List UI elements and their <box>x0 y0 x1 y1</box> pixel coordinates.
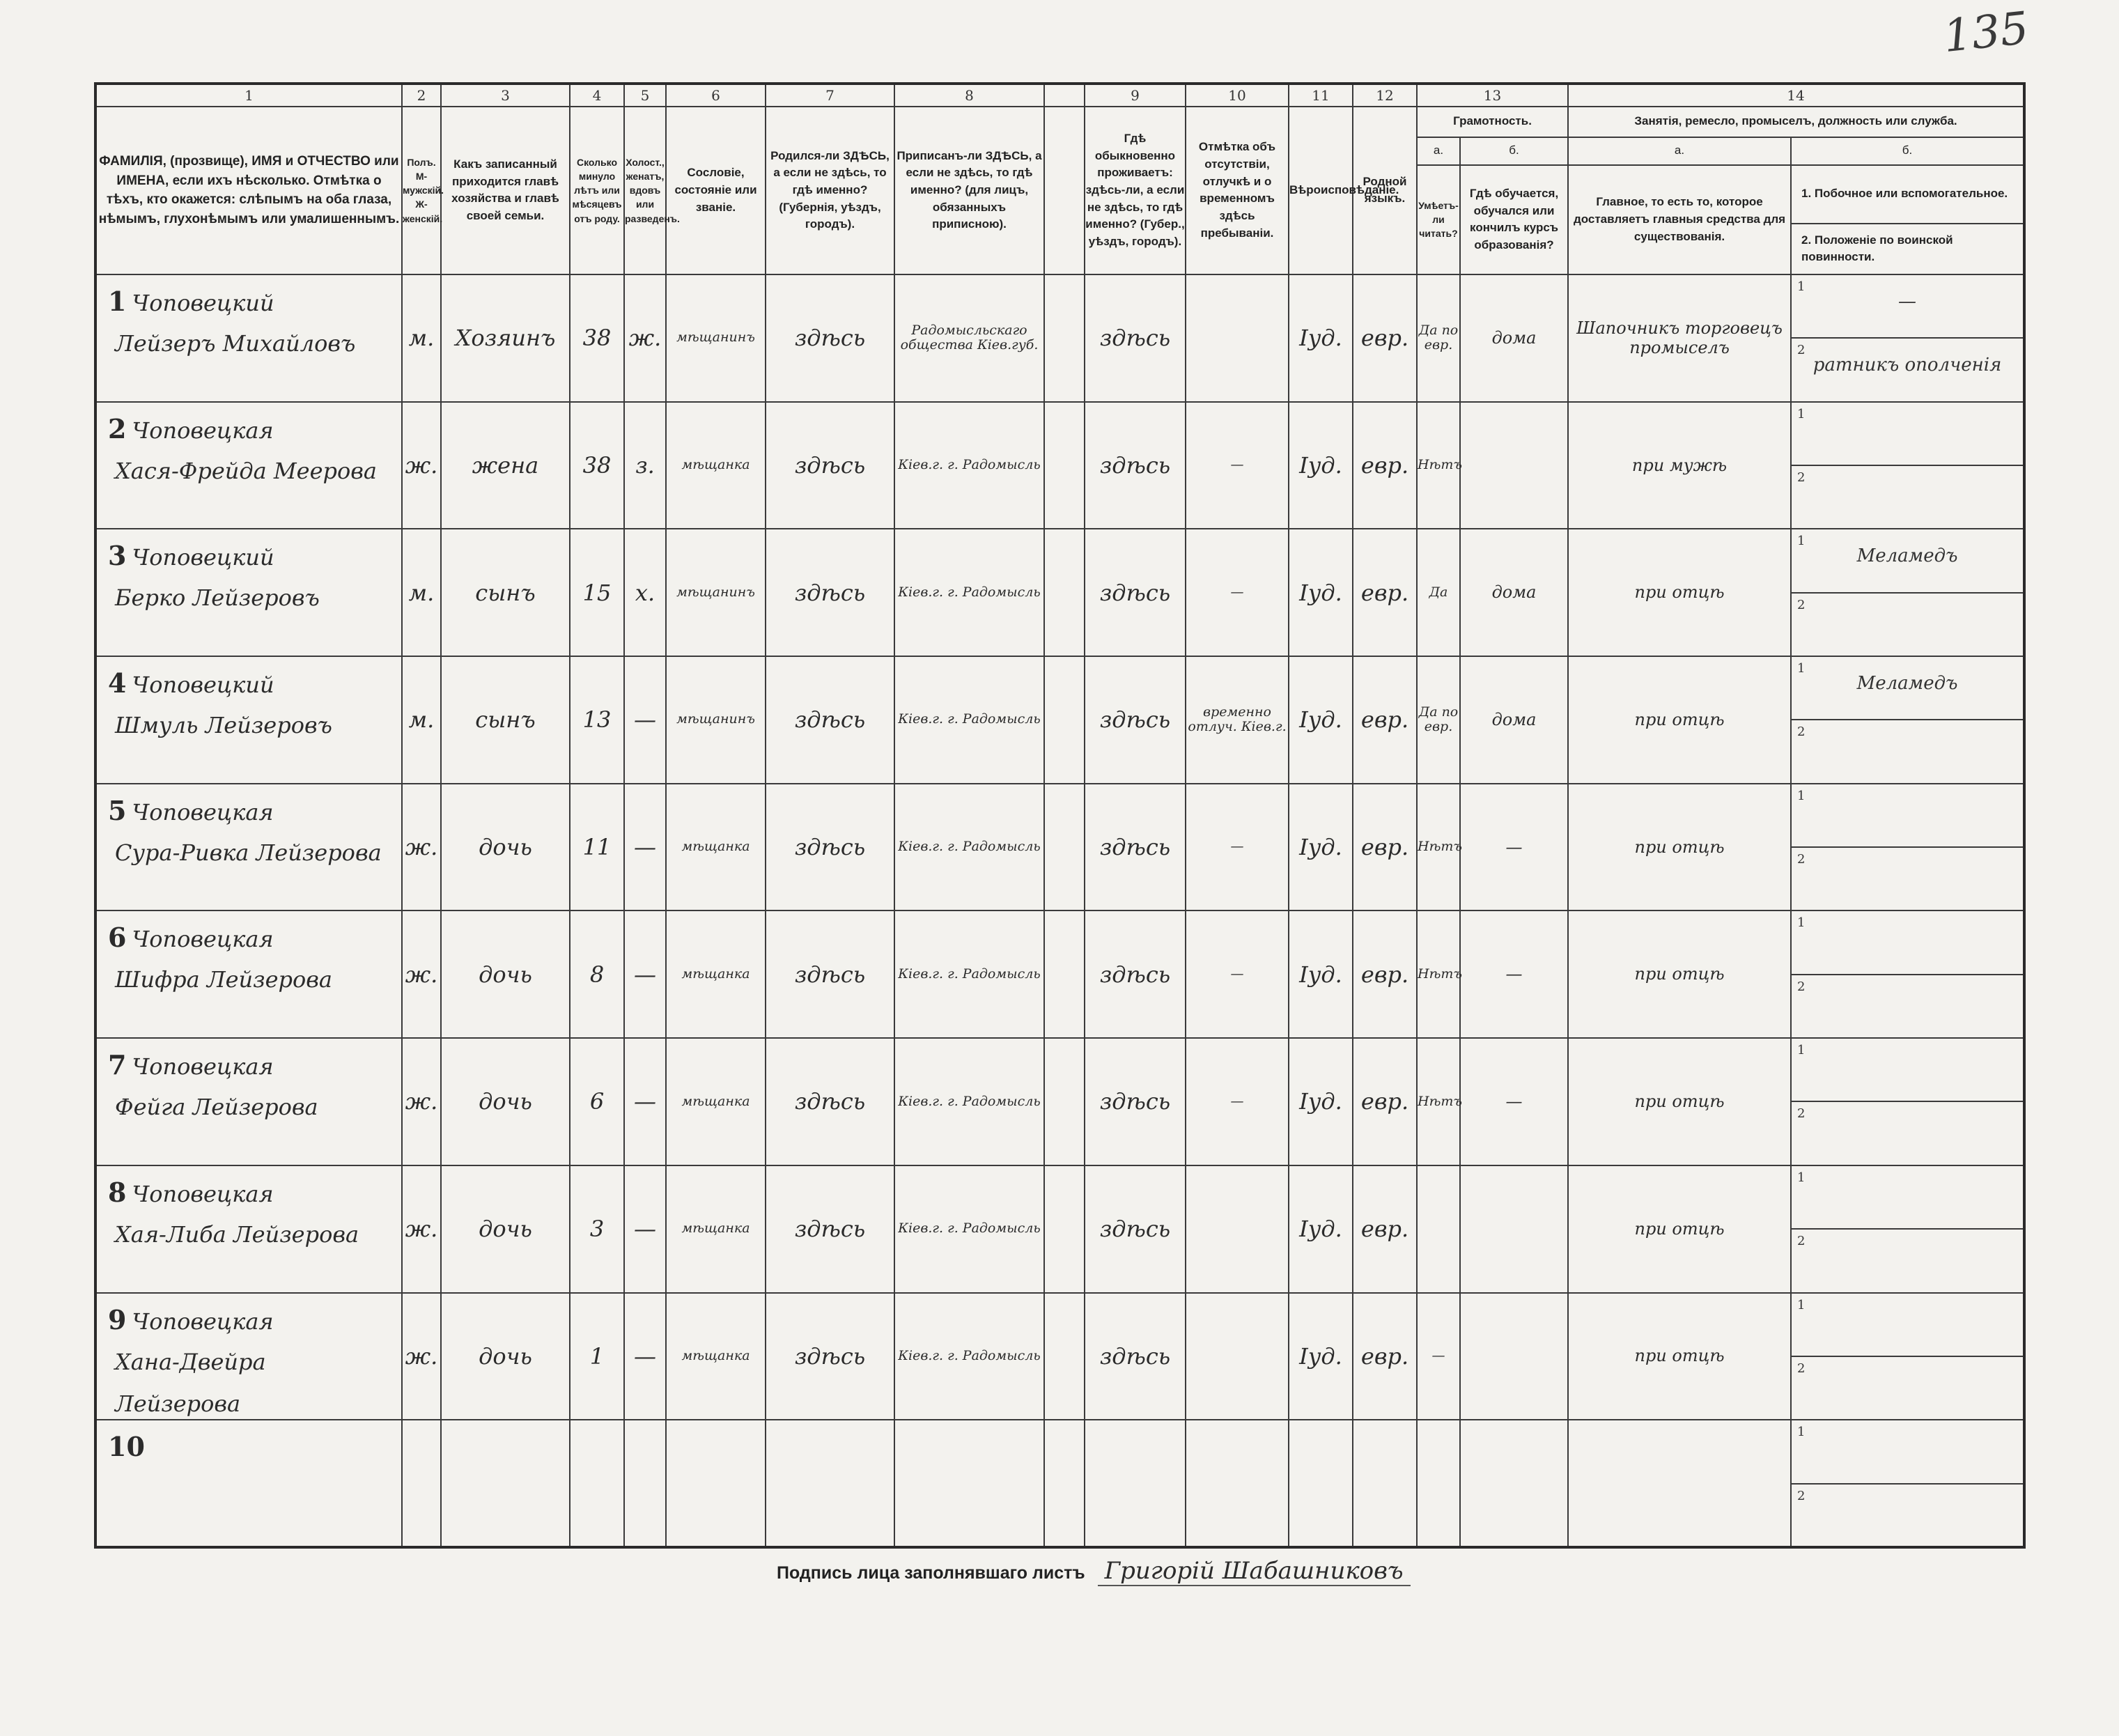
school-cell <box>1460 1293 1568 1420</box>
absence-cell <box>1186 1420 1289 1547</box>
blank-cell <box>1044 529 1085 656</box>
colnum: 11 <box>1289 84 1353 107</box>
occupation-main-cell: при отцѣ <box>1568 784 1791 911</box>
name-cell <box>95 656 402 784</box>
school-cell: — <box>1460 910 1568 1038</box>
census-row <box>95 784 2024 847</box>
given-names: Шмуль Лейзеровъ <box>115 712 332 739</box>
religion-cell: Іуд. <box>1289 402 1353 529</box>
can-read-cell <box>1417 1165 1460 1293</box>
header-absence: Отмѣтка объ отсутствіи, отлучкѣ и о временномъ здѣсь пребываніи. <box>1186 107 1289 274</box>
occupation-main-cell <box>1568 1420 1791 1547</box>
age-cell: 6 <box>570 1038 624 1165</box>
estate-cell: мѣщанка <box>666 910 766 1038</box>
residence-cell: здѣсь <box>1085 1165 1186 1293</box>
age-cell <box>570 1420 624 1547</box>
marital-cell: ж. <box>624 274 666 402</box>
name-cell <box>95 1165 402 1293</box>
header-name: ФАМИЛІЯ, (прозвище), ИМЯ и ОТЧЕСТВО или ИМЕНА, если ихъ нѣсколько. Отмѣтка о тѣхъ, кто окажется: слѣпымъ на оба глаза, нѣмымъ, глухонѣмымъ или умалишеннымъ. <box>95 107 402 274</box>
estate-cell: мѣщанка <box>666 784 766 911</box>
header-language: Родной языкъ. <box>1353 107 1417 274</box>
can-read-cell: Да <box>1417 529 1460 656</box>
colnum: 10 <box>1186 84 1289 107</box>
name-cell <box>95 274 402 402</box>
row-number: 8 <box>108 1176 127 1208</box>
colnum: 8 <box>894 84 1044 107</box>
header-school: Гдѣ обучается, обучался или кончилъ курсъ образованія? <box>1460 165 1568 274</box>
school-cell: — <box>1460 784 1568 911</box>
age-cell: 38 <box>570 274 624 402</box>
religion-cell: Іуд. <box>1289 529 1353 656</box>
name-cell <box>95 784 402 911</box>
relation-cell: жена <box>441 402 570 529</box>
given-names: Хая-Либа Лейзерова <box>115 1220 359 1248</box>
given-names: Хася-Фрейда Меерова <box>115 457 377 484</box>
given-names: Хана-Двейра Лейзерова <box>115 1348 266 1417</box>
census-row <box>95 402 2024 465</box>
residence-cell: здѣсь <box>1085 1293 1186 1420</box>
census-row <box>95 1420 2024 1483</box>
residence-cell: здѣсь <box>1085 529 1186 656</box>
religion-cell: Іуд. <box>1289 274 1353 402</box>
estate-cell: мѣщанинъ <box>666 529 766 656</box>
residence-cell: здѣсь <box>1085 274 1186 402</box>
estate-cell: мѣщанинъ <box>666 274 766 402</box>
colnum: 14 <box>1568 84 2024 107</box>
census-form-table <box>94 82 2026 1549</box>
row-number: 4 <box>108 667 127 699</box>
can-read-cell: Да по евр. <box>1417 656 1460 784</box>
military-cell: 2 <box>1791 847 2024 910</box>
surname: Чоповецкая <box>132 417 274 444</box>
age-cell: 1 <box>570 1293 624 1420</box>
religion-cell: Іуд. <box>1289 1165 1353 1293</box>
surname: Чоповецкий <box>132 290 274 316</box>
relation-cell: дочь <box>441 1293 570 1420</box>
census-row <box>95 274 2024 338</box>
name-cell <box>95 1420 402 1547</box>
military-cell: 2 <box>1791 593 2024 656</box>
occupation-side-cell: 1 <box>1791 1038 2024 1101</box>
colnum: 5 <box>624 84 666 107</box>
row-number: 5 <box>108 794 127 826</box>
surname: Чоповецкая <box>132 1180 274 1207</box>
birthplace-cell: здѣсь <box>766 529 894 656</box>
header-literacy: Грамотность. <box>1417 107 1568 137</box>
signature-value: Григорiй Шабашниковъ <box>1098 1557 1411 1586</box>
language-cell: евр. <box>1353 656 1417 784</box>
estate-cell: мѣщанка <box>666 1165 766 1293</box>
birthplace-cell: здѣсь <box>766 656 894 784</box>
colnum: 6 <box>666 84 766 107</box>
can-read-cell: Нѣтъ <box>1417 402 1460 529</box>
occupation-side-cell: 1 — <box>1791 274 2024 338</box>
can-read-cell: Нѣтъ <box>1417 910 1460 1038</box>
military-cell: 2 <box>1791 1484 2024 1547</box>
age-cell: 13 <box>570 656 624 784</box>
given-names: Берко Лейзеровъ <box>115 584 320 612</box>
signature-row <box>777 1557 1411 1586</box>
language-cell: евр. <box>1353 274 1417 402</box>
marital-cell <box>624 1420 666 1547</box>
occupation-side-value: Меламедъ <box>1856 545 1958 567</box>
sex-cell: ж. <box>402 402 441 529</box>
relation-cell: дочь <box>441 1038 570 1165</box>
header-blank <box>1044 107 1085 274</box>
header-can-read: Умѣетъ-ли читать? <box>1417 165 1460 274</box>
estate-cell <box>666 1420 766 1547</box>
relation-cell <box>441 1420 570 1547</box>
religion-cell: Іуд. <box>1289 784 1353 911</box>
colnum: 2 <box>402 84 441 107</box>
language-cell <box>1353 1420 1417 1547</box>
sex-cell: ж. <box>402 910 441 1038</box>
census-row <box>95 1038 2024 1101</box>
surname: Чоповецкая <box>132 926 274 953</box>
given-names <box>108 1468 396 1510</box>
language-cell: евр. <box>1353 1165 1417 1293</box>
given-names: Сура-Ривка Лейзерова <box>115 839 382 866</box>
marital-cell: х. <box>624 529 666 656</box>
colnum-blank <box>1044 84 1085 107</box>
military-cell: 2 <box>1791 975 2024 1038</box>
colnum: 3 <box>441 84 570 107</box>
residence-cell: здѣсь <box>1085 784 1186 911</box>
given-names: Шифра Лейзерова <box>115 966 332 993</box>
birthplace-cell <box>766 1420 894 1547</box>
school-cell <box>1460 1420 1568 1547</box>
absence-cell <box>1186 1165 1289 1293</box>
occupation-main-cell: при мужѣ <box>1568 402 1791 529</box>
header-row-top <box>95 107 2024 137</box>
can-read-cell: Да по евр. <box>1417 274 1460 402</box>
census-row <box>95 656 2024 720</box>
row-number: 7 <box>108 1049 127 1081</box>
row-number: 10 <box>108 1431 145 1463</box>
blank-cell <box>1044 910 1085 1038</box>
military-cell: 2 <box>1791 1229 2024 1292</box>
absence-cell: — <box>1186 910 1289 1038</box>
occupation-main-cell: при отцѣ <box>1568 910 1791 1038</box>
language-cell: евр. <box>1353 784 1417 911</box>
header-literacy-a: а. <box>1417 137 1460 165</box>
marital-cell: — <box>624 1293 666 1420</box>
religion-cell: Іуд. <box>1289 1038 1353 1165</box>
header-sex: Полъ. М-мужскій. Ж-женскій. <box>402 107 441 274</box>
absence-cell: — <box>1186 529 1289 656</box>
birthplace-cell: здѣсь <box>766 1293 894 1420</box>
census-row <box>95 529 2024 592</box>
can-read-cell <box>1417 1420 1460 1547</box>
row-number: 6 <box>108 922 127 954</box>
can-read-cell: Нѣтъ <box>1417 784 1460 911</box>
surname: Чоповецкая <box>132 1053 274 1080</box>
school-cell: дома <box>1460 529 1568 656</box>
registered-cell: Кiев.г. г. Радомысль <box>894 402 1044 529</box>
header-literacy-b: б. <box>1460 137 1568 165</box>
occupation-side-cell: 1 <box>1791 1420 2024 1483</box>
school-cell: дома <box>1460 656 1568 784</box>
marital-cell: — <box>624 910 666 1038</box>
school-cell <box>1460 1165 1568 1293</box>
language-cell: евр. <box>1353 910 1417 1038</box>
colnum: 13 <box>1417 84 1568 107</box>
header-relation: Какъ записанный приходится главѣ хозяйства и главѣ своей семьи. <box>441 107 570 274</box>
relation-cell: сынъ <box>441 529 570 656</box>
registered-cell: Кiев.г. г. Радомысль <box>894 1293 1044 1420</box>
residence-cell: здѣсь <box>1085 656 1186 784</box>
age-cell: 8 <box>570 910 624 1038</box>
given-names: Лейзеръ Михайловъ <box>115 330 356 357</box>
relation-cell: дочь <box>441 1165 570 1293</box>
age-cell: 11 <box>570 784 624 911</box>
row-number: 1 <box>108 286 127 317</box>
occupation-side-cell: 1 <box>1791 784 2024 847</box>
sex-cell: м. <box>402 529 441 656</box>
school-cell: дома <box>1460 274 1568 402</box>
absence-cell <box>1186 1293 1289 1420</box>
registered-cell: Кiев.г. г. Радомысль <box>894 1038 1044 1165</box>
colnum: 12 <box>1353 84 1417 107</box>
occupation-side-cell: 1 <box>1791 1293 2024 1356</box>
marital-cell: з. <box>624 402 666 529</box>
blank-cell <box>1044 656 1085 784</box>
estate-cell: мѣщанка <box>666 1038 766 1165</box>
blank-cell <box>1044 1165 1085 1293</box>
occupation-side-cell: 1 Меламедъ <box>1791 656 2024 720</box>
given-names: Фейга Лейзерова <box>115 1094 318 1121</box>
military-cell: 2 <box>1791 1356 2024 1420</box>
colnum: 9 <box>1085 84 1186 107</box>
occupation-side-value: — <box>1898 291 1917 312</box>
header-occupation: Занятія, ремесло, промыселъ, должность или служба. <box>1568 107 2024 137</box>
occupation-side-cell: 1 <box>1791 402 2024 465</box>
residence-cell: здѣсь <box>1085 910 1186 1038</box>
absence-cell: временно отлуч. Кiев.г. <box>1186 656 1289 784</box>
registered-cell: Кiев.г. г. Радомысль <box>894 529 1044 656</box>
registered-cell <box>894 1420 1044 1547</box>
colnum: 7 <box>766 84 894 107</box>
header-age: Сколько минуло лѣтъ или мѣсяцевъ отъ роду. <box>570 107 624 274</box>
sex-cell: ж. <box>402 1165 441 1293</box>
header-occupation-a: а. <box>1568 137 1791 165</box>
header-occupation-b: б. <box>1791 137 2024 165</box>
birthplace-cell: здѣсь <box>766 1038 894 1165</box>
absence-cell: — <box>1186 402 1289 529</box>
language-cell: евр. <box>1353 529 1417 656</box>
can-read-cell: — <box>1417 1293 1460 1420</box>
language-cell: евр. <box>1353 1293 1417 1420</box>
language-cell: евр. <box>1353 402 1417 529</box>
census-row <box>95 910 2024 974</box>
birthplace-cell: здѣсь <box>766 910 894 1038</box>
registered-cell: Кiев.г. г. Радомысль <box>894 910 1044 1038</box>
marital-cell: — <box>624 784 666 911</box>
estate-cell: мѣщанка <box>666 402 766 529</box>
military-cell: 2 <box>1791 1101 2024 1165</box>
military-cell: 2 <box>1791 720 2024 783</box>
name-cell <box>95 402 402 529</box>
age-cell: 38 <box>570 402 624 529</box>
absence-cell <box>1186 274 1289 402</box>
military-value: ратникъ ополченiя <box>1813 355 2002 376</box>
religion-cell: Іуд. <box>1289 1293 1353 1420</box>
colnum: 1 <box>95 84 402 107</box>
school-cell <box>1460 402 1568 529</box>
registered-cell: Кiев.г. г. Радомысль <box>894 1165 1044 1293</box>
occupation-main-cell: при отцѣ <box>1568 1038 1791 1165</box>
marital-cell: — <box>624 1038 666 1165</box>
signature-label: Подпись лица заполнявшаго листъ <box>777 1563 1085 1583</box>
relation-cell: дочь <box>441 784 570 911</box>
occupation-main-cell: при отцѣ <box>1568 1293 1791 1420</box>
census-row <box>95 1293 2024 1356</box>
registered-cell: Кiев.г. г. Радомысль <box>894 784 1044 911</box>
surname: Чоповецкая <box>132 798 274 826</box>
column-number-row <box>95 84 2024 107</box>
absence-cell: — <box>1186 784 1289 911</box>
page-number-stamp: 135 <box>1941 2 2031 63</box>
blank-cell <box>1044 1420 1085 1547</box>
name-cell <box>95 1038 402 1165</box>
header-birthplace: Родился-ли ЗДѢСЬ, а если не здѣсь, то гдѣ именно? (Губернія, уѣздъ, городъ). <box>766 107 894 274</box>
occupation-side-cell: 1 <box>1791 910 2024 974</box>
occupation-side-value: Меламедъ <box>1856 673 1958 695</box>
blank-cell <box>1044 1038 1085 1165</box>
sex-cell <box>402 1420 441 1547</box>
relation-cell: Хозяинъ <box>441 274 570 402</box>
sex-cell: ж. <box>402 1038 441 1165</box>
occupation-side-cell: 1 <box>1791 1165 2024 1229</box>
row-number: 2 <box>108 412 127 444</box>
birthplace-cell: здѣсь <box>766 402 894 529</box>
surname: Чоповецкий <box>132 672 274 699</box>
name-cell <box>95 529 402 656</box>
age-cell: 3 <box>570 1165 624 1293</box>
residence-cell: здѣсь <box>1085 1038 1186 1165</box>
surname: Чоповецкий <box>132 544 274 571</box>
sex-cell: м. <box>402 274 441 402</box>
marital-cell: — <box>624 1165 666 1293</box>
registered-cell: Радомысльскаго общества Кiев.губ. <box>894 274 1044 402</box>
census-row <box>95 1165 2024 1229</box>
row-number: 9 <box>108 1303 127 1335</box>
header-occupation-main: Главное, то есть то, которое доставляетъ главныя средства для существованія. <box>1568 165 1791 274</box>
header-religion: Вѣроисповѣданіе. <box>1289 107 1353 274</box>
absence-cell: — <box>1186 1038 1289 1165</box>
estate-cell: мѣщанинъ <box>666 656 766 784</box>
marital-cell: — <box>624 656 666 784</box>
registered-cell: Кiев.г. г. Радомысль <box>894 656 1044 784</box>
header-estate: Сословіе, состояніе или званіе. <box>666 107 766 274</box>
header-residence: Гдѣ обыкновенно проживаетъ: здѣсь-ли, а если не здѣсь, то гдѣ именно? (Губер., уѣздъ, городъ). <box>1085 107 1186 274</box>
relation-cell: дочь <box>441 910 570 1038</box>
language-cell: евр. <box>1353 1038 1417 1165</box>
sex-cell: м. <box>402 656 441 784</box>
blank-cell <box>1044 1293 1085 1420</box>
occupation-side-cell: 1 Меламедъ <box>1791 529 2024 592</box>
name-cell <box>95 1293 402 1420</box>
religion-cell: Іуд. <box>1289 656 1353 784</box>
name-cell <box>95 910 402 1038</box>
military-cell: 2 <box>1791 465 2024 529</box>
blank-cell <box>1044 274 1085 402</box>
header-occupation-side: 1. Побочное или вспомогательное. <box>1791 165 2024 224</box>
surname: Чоповецкая <box>132 1308 274 1335</box>
occupation-main-cell: при отцѣ <box>1568 1165 1791 1293</box>
header-marital: Холост., женатъ, вдовъ или разведенъ. <box>624 107 666 274</box>
residence-cell <box>1085 1420 1186 1547</box>
birthplace-cell: здѣсь <box>766 1165 894 1293</box>
age-cell: 15 <box>570 529 624 656</box>
can-read-cell: Нѣтъ <box>1417 1038 1460 1165</box>
row-number: 3 <box>108 540 127 572</box>
sex-cell: ж. <box>402 784 441 911</box>
birthplace-cell: здѣсь <box>766 274 894 402</box>
header-registered: Приписанъ-ли ЗДѢСЬ, а если не здѣсь, то гдѣ именно? (для лицъ, обязанныхъ приписною). <box>894 107 1044 274</box>
birthplace-cell: здѣсь <box>766 784 894 911</box>
religion-cell: Іуд. <box>1289 910 1353 1038</box>
relation-cell: сынъ <box>441 656 570 784</box>
school-cell: — <box>1460 1038 1568 1165</box>
header-military: 2. Положеніе по воинской повинности. <box>1791 224 2024 274</box>
blank-cell <box>1044 784 1085 911</box>
religion-cell <box>1289 1420 1353 1547</box>
blank-cell <box>1044 402 1085 529</box>
occupation-main-cell: при отцѣ <box>1568 529 1791 656</box>
sex-cell: ж. <box>402 1293 441 1420</box>
estate-cell: мѣщанка <box>666 1293 766 1420</box>
occupation-main-cell: Шапочникъ торговецъ промыселъ <box>1568 274 1791 402</box>
colnum: 4 <box>570 84 624 107</box>
residence-cell: здѣсь <box>1085 402 1186 529</box>
military-cell: 2 ратникъ ополченiя <box>1791 338 2024 401</box>
occupation-main-cell: при отцѣ <box>1568 656 1791 784</box>
